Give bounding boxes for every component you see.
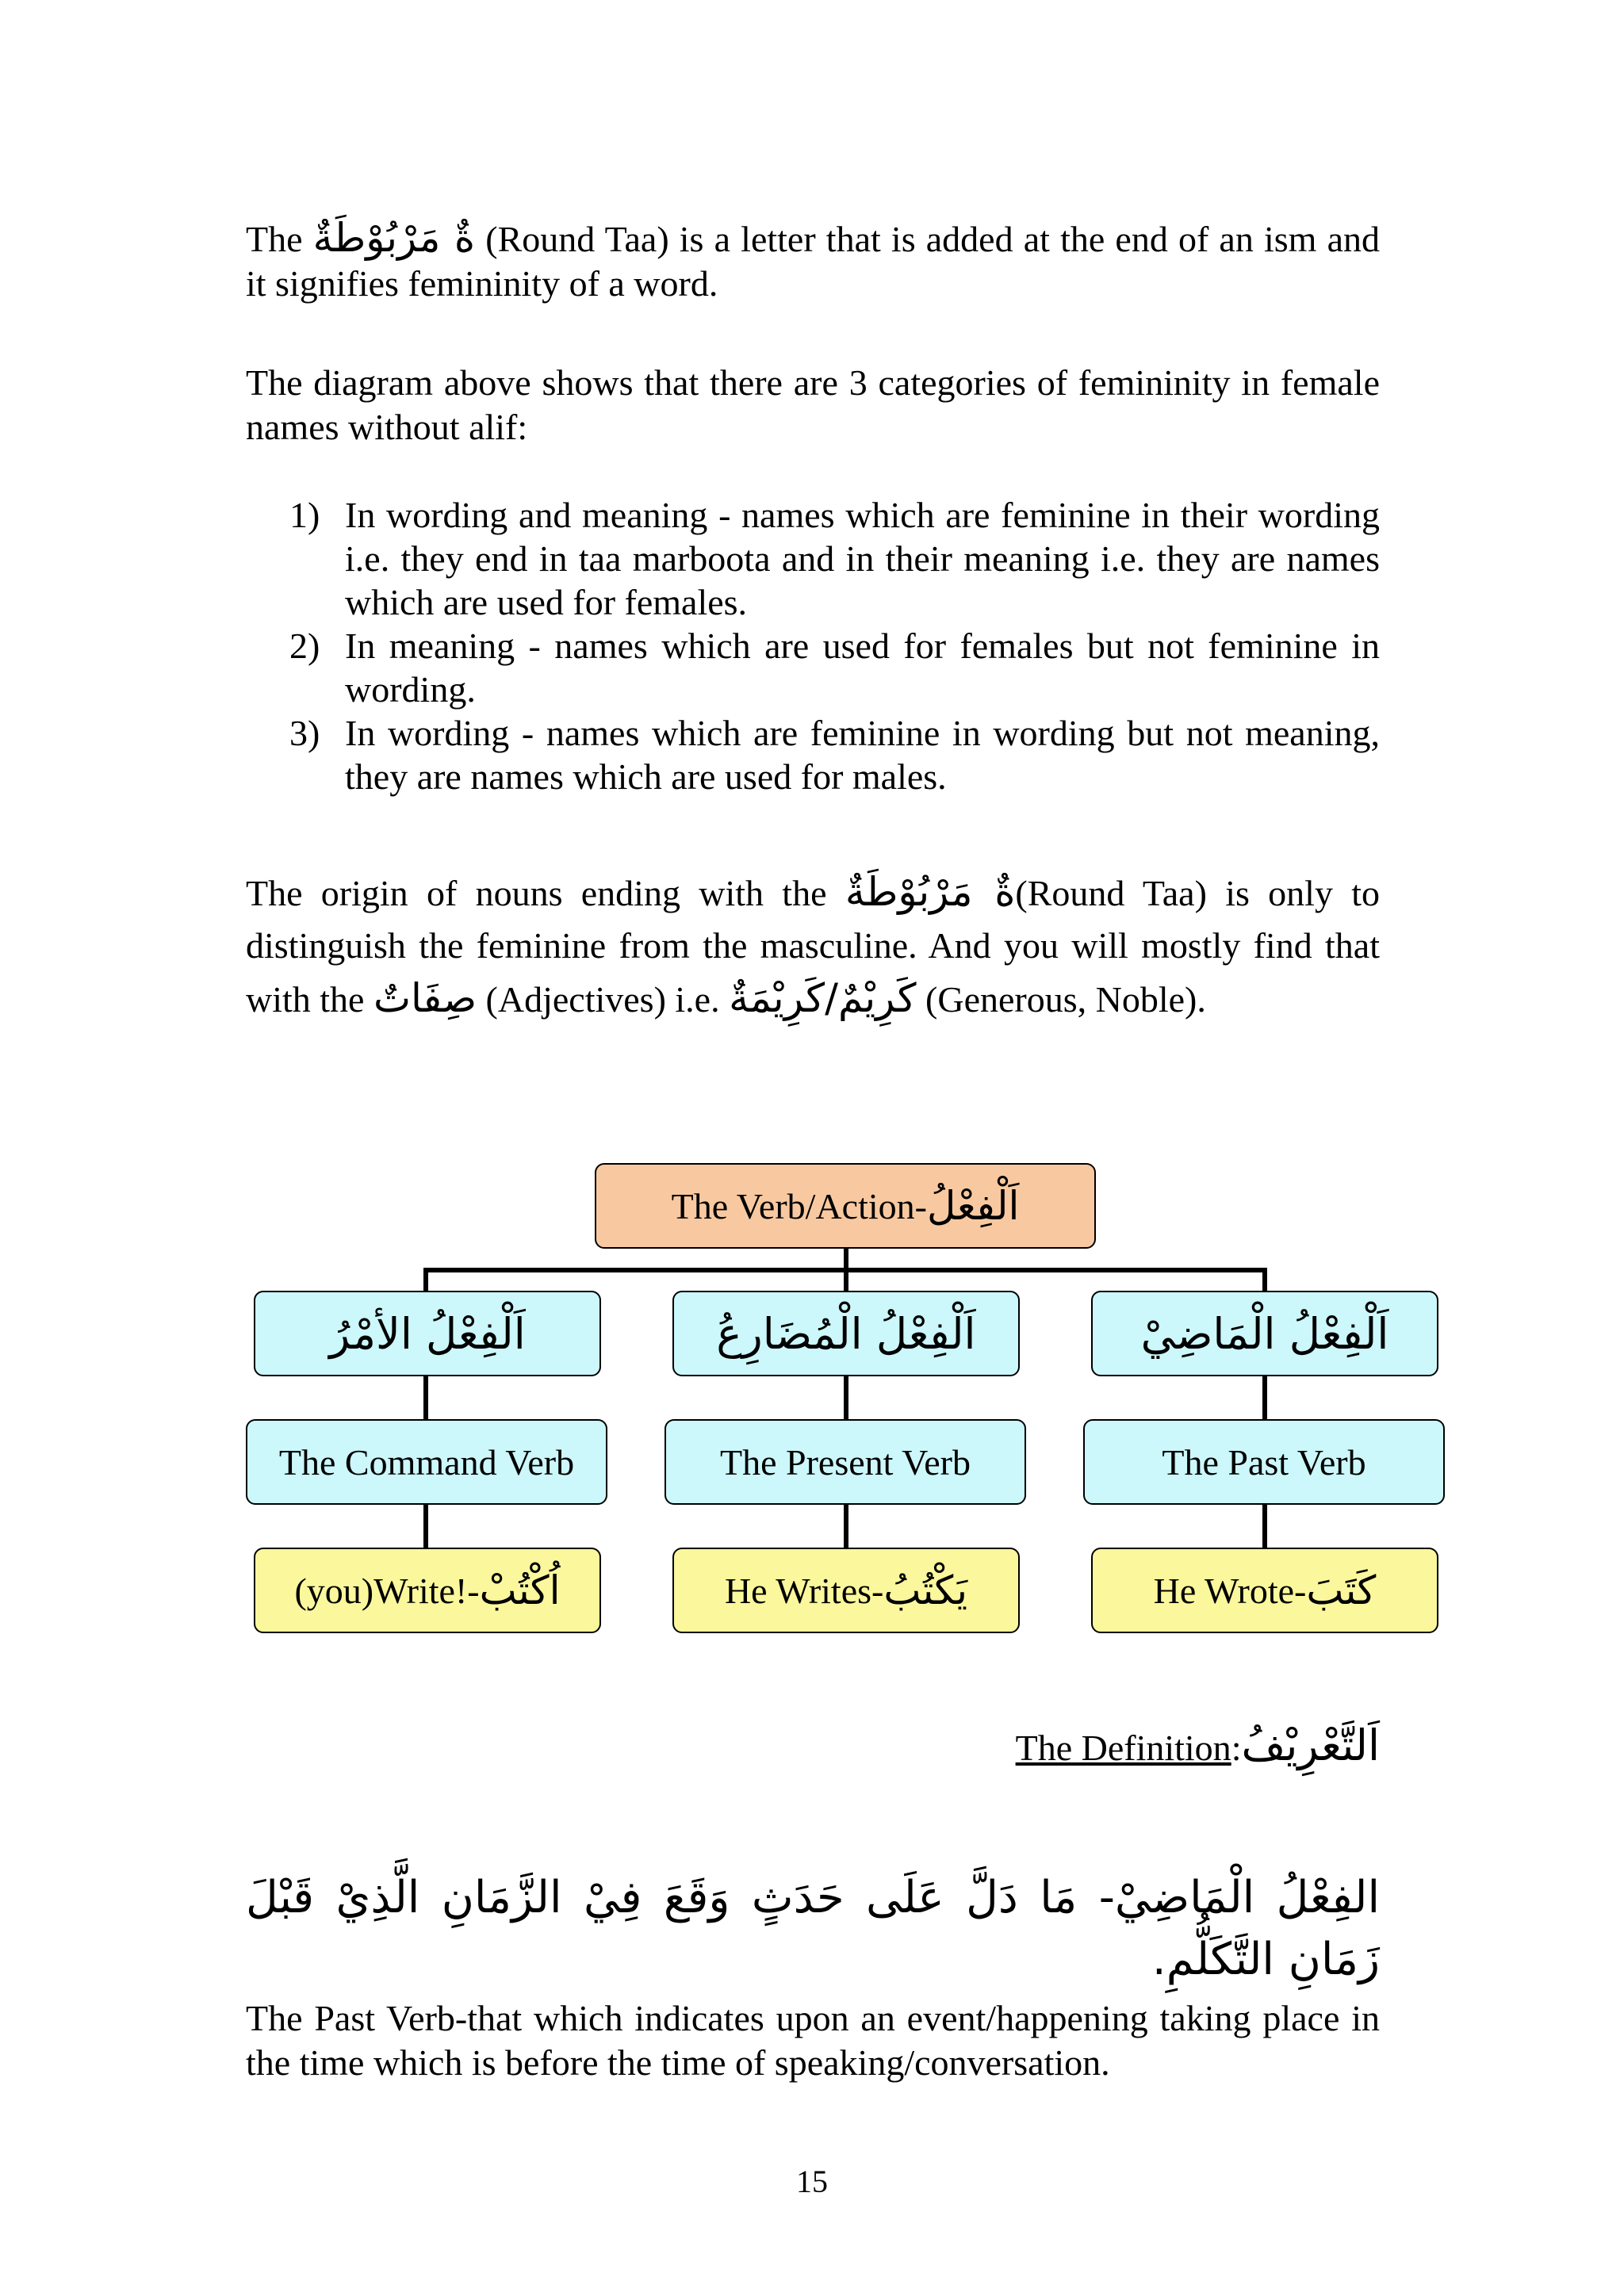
- page-number: 15: [796, 2164, 828, 2199]
- present-example-arabic: يَكْتُبُ: [883, 1567, 968, 1613]
- list-text: In meaning - names which are used for females but not feminine in wording.: [345, 626, 1380, 710]
- command-english: The Command Verb: [278, 1441, 575, 1483]
- left-drop-connector: [423, 1268, 428, 1292]
- command-connector-1: [423, 1376, 428, 1419]
- present-arabic: اَلْفِعْلُ الْمُضَارِعُ: [716, 1308, 976, 1359]
- past-english-box: [1083, 1419, 1445, 1505]
- present-english: The Present Verb: [720, 1441, 971, 1483]
- origin-paragraph: [246, 866, 1380, 1026]
- center-drop-connector: [844, 1268, 848, 1292]
- origin-prefix: The origin of nouns ending with the: [246, 873, 827, 913]
- command-example-box: [254, 1548, 601, 1633]
- right-drop-connector: [1262, 1268, 1267, 1292]
- definition-heading: [1016, 1720, 1380, 1770]
- past-example-english: He Wrote-: [1153, 1570, 1307, 1611]
- command-arabic: اَلْفِعْلُ الأمْرُ: [329, 1308, 526, 1359]
- diagram-root-box: [595, 1163, 1096, 1249]
- root-arabic: اَلْفِعْلُ: [926, 1183, 1020, 1229]
- present-example-box: [672, 1548, 1020, 1633]
- root-english: The Verb/Action-: [671, 1185, 927, 1226]
- present-english-box: [665, 1419, 1026, 1505]
- past-arabic-box: [1091, 1291, 1438, 1376]
- round-taa-arabic-2: ةٌ مَرْبُوْطَةٌ: [845, 869, 1016, 915]
- intro-prefix: The: [246, 219, 303, 259]
- intro-text: (Round Taa) is a letter that is added at the end of an ism and it signifies femininity of a word.: [246, 219, 1381, 304]
- command-connector-2: [423, 1505, 428, 1548]
- origin-mid2: (Adjectives) i.e.: [485, 979, 720, 1020]
- round-taa-arabic: ةٌ مَرْبُوْطَةٌ: [312, 215, 476, 261]
- definition-english: The Past Verb-that which indicates upon an event/happening taking place in the time which is before the time of speaking/conversation.: [246, 1998, 1380, 2083]
- list-number: 3): [289, 713, 320, 753]
- origin-suffix: (Generous, Noble).: [925, 979, 1206, 1020]
- adjectives-arabic: صِفَاتٌ: [373, 975, 477, 1021]
- past-connector-2: [1262, 1505, 1267, 1548]
- list-text: In wording and meaning - names which are feminine in their wording i.e. they end in taa marboota and in their meaning i.e. they are names which are used for females.: [345, 495, 1380, 622]
- list-number: 2): [289, 626, 320, 666]
- command-example-arabic: اُكْتُبْ: [479, 1567, 561, 1613]
- command-arabic-box: [254, 1291, 601, 1376]
- command-english-box: [246, 1419, 607, 1505]
- list-item: [289, 711, 1380, 798]
- present-connector-1: [844, 1376, 848, 1419]
- intro-paragraph: [246, 216, 1380, 306]
- past-connector-1: [1262, 1376, 1267, 1419]
- list-text: In wording - names which are feminine in wording but not meaning, they are names which are used for males.: [345, 713, 1380, 797]
- past-example-arabic: كَتَبَ: [1306, 1567, 1377, 1613]
- definition-arabic-title: اَلتَّعْرِيْفُ: [1241, 1720, 1380, 1770]
- definition-arabic-text: الفِعْلُ الْمَاضِيْ- مَا دَلَّ عَلَى حَدَثٍ وَقَعَ فِيْ الزَّمَانِ الَّذِيْ قَبْلَ زَمَانِ التَّكَلُّمِ.: [246, 1872, 1380, 1985]
- origin-mid: (Round Taa) is only to distinguish the feminine from the masculine. And you will mostly find that with the: [246, 873, 1381, 1020]
- list-number: 1): [289, 495, 320, 535]
- present-example-english: He Writes-: [724, 1570, 884, 1611]
- list-item: [289, 624, 1380, 711]
- definition-separator: :: [1231, 1728, 1242, 1768]
- past-example-box: [1091, 1548, 1438, 1633]
- present-arabic-box: [672, 1291, 1020, 1376]
- command-example-english: (you)Write!-: [294, 1570, 480, 1611]
- list-item: [289, 493, 1380, 624]
- present-connector-2: [844, 1505, 848, 1548]
- diagram-explanation: The diagram above shows that there are 3 categories of femininity in female names without alif:: [246, 362, 1380, 447]
- generous-arabic: كَرِيْمٌ/كَرِيْمَةٌ: [729, 975, 917, 1021]
- past-english: The Past Verb: [1162, 1441, 1366, 1483]
- femininity-list: [289, 493, 1380, 798]
- past-arabic: اَلْفِعْلُ الْمَاضِيْ: [1140, 1308, 1389, 1359]
- definition-label: The Definition: [1015, 1728, 1231, 1768]
